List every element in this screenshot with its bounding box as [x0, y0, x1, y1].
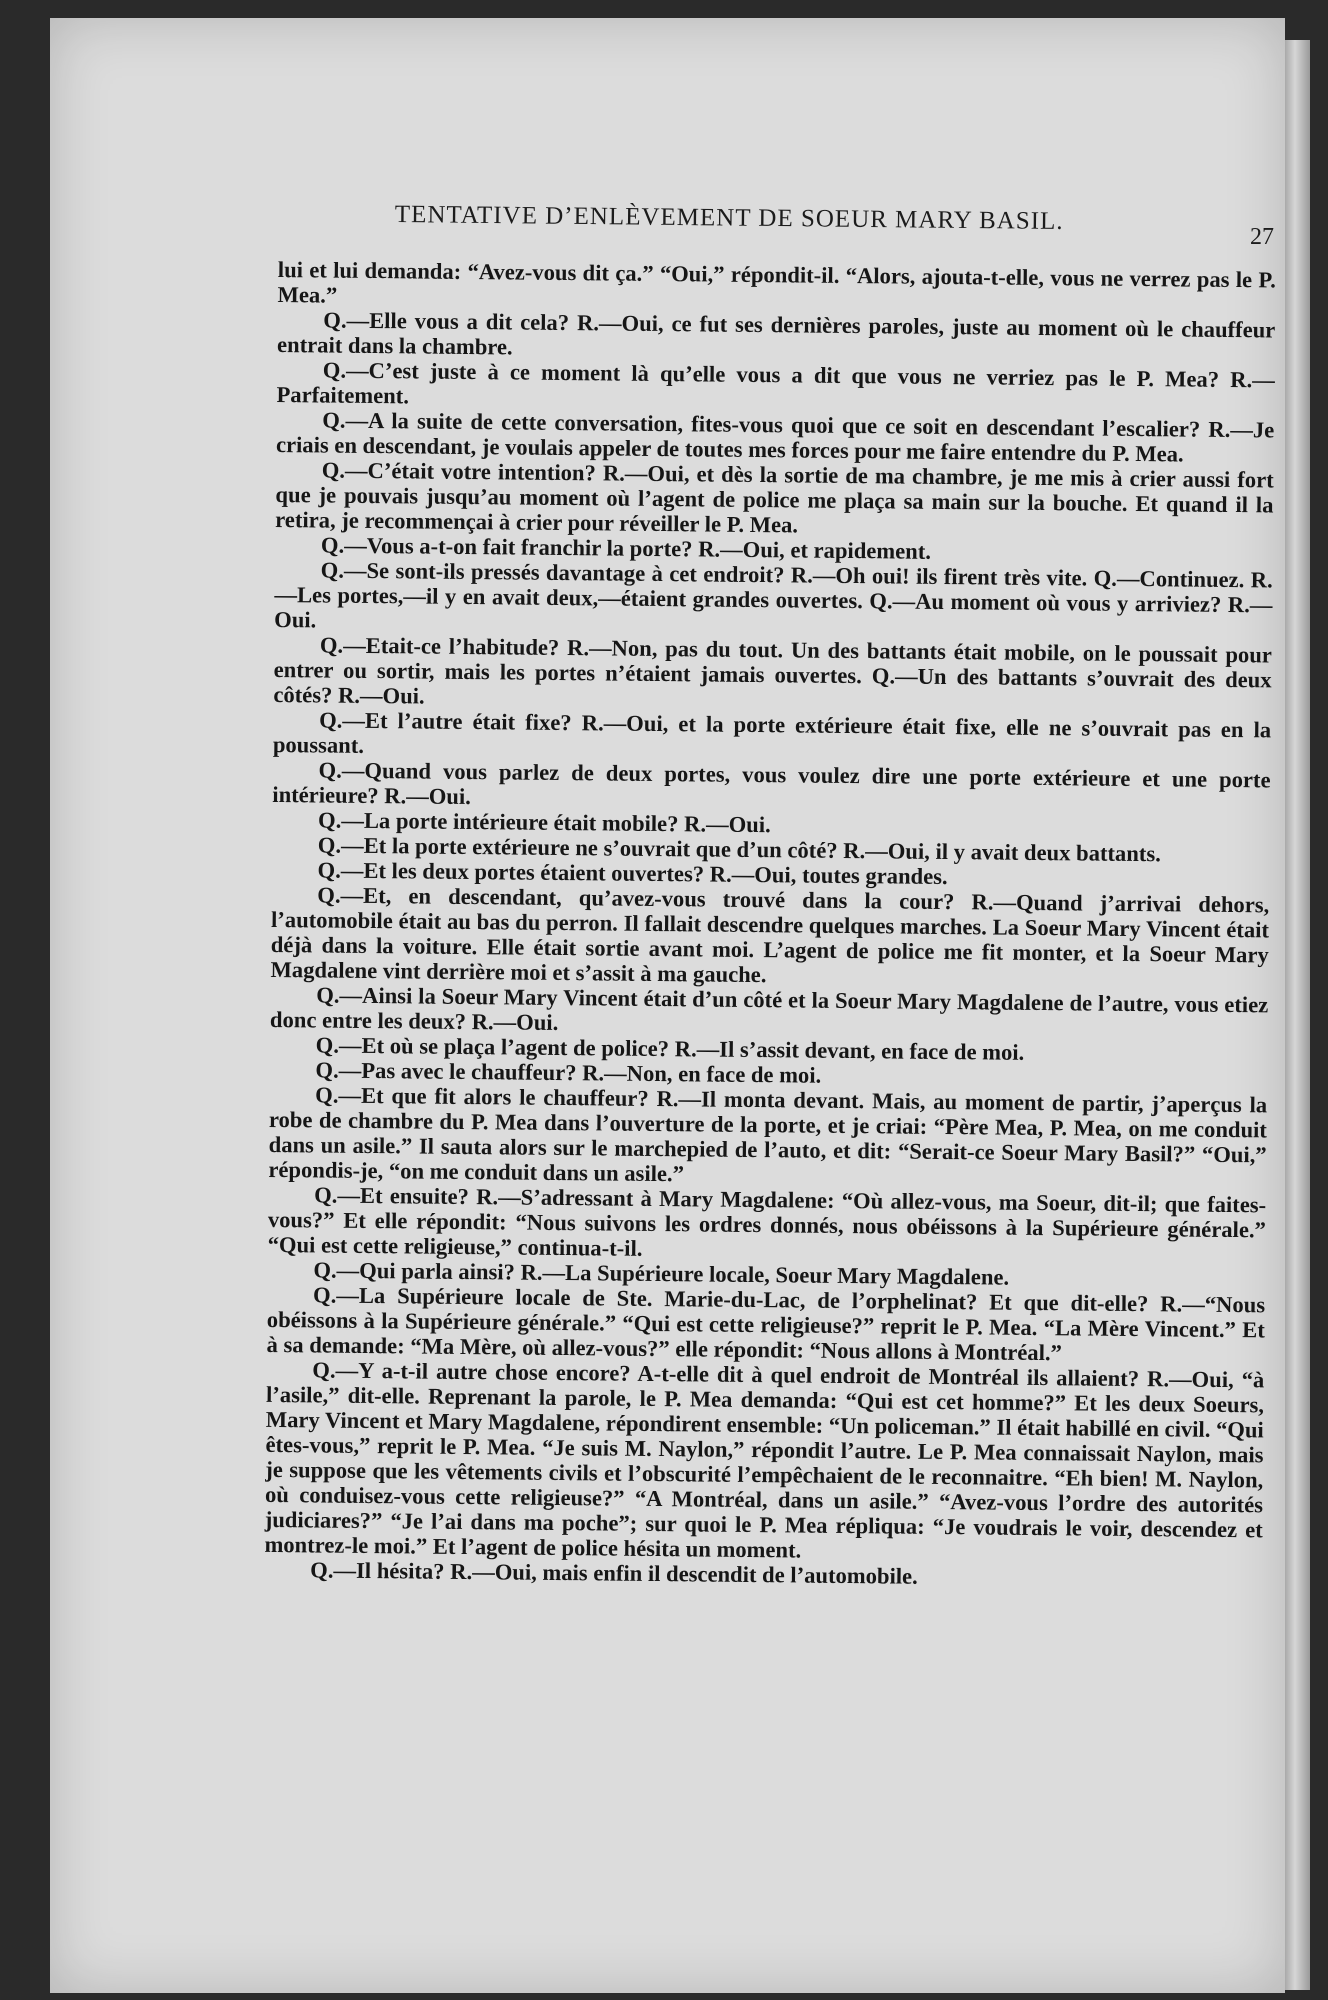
- book-page: [50, 18, 1285, 1993]
- body-text: [264, 257, 1276, 1592]
- page-number: 27: [1250, 224, 1274, 250]
- paragraph: Q.—Et les deux portes étaient ouvertes? R.—Oui, toutes grandes.: [317, 857, 948, 890]
- paragraph: Q.—La Supérieure locale de Ste. Marie-du-Lac, de l’orphelinat? Et que dit-elle? R.—“Nous obéissons à la Supérieure générale.” “Qui est cette religieuse?” reprit le P. Mea. “La Mère Vincent.” Et à sa demande: “Ma Mère, où allez-vous?” elle répondit: “Nous allons à Montréal.”: [266, 1282, 1266, 1366]
- paragraph: Q.—Et, en descendant, qu’avez-vous trouvé dans la cour? R.—Quand j’arrivai dehors, l’automobile était au bas du perron. Il fallait descendre quelques marches. La Soeur Mary Vincent était déjà dans la voiture. Elle était sortie avant moi. L’agent de police me fit monter, et la Soeur Mary Magdalene vint derrière moi et s’assit à ma gauche.: [270, 882, 1270, 988]
- page-edge: [1285, 40, 1310, 1990]
- paragraph: Q.—Et ensuite? R.—S’adressant à Mary Magdalene: “Où allez-vous, ma Soeur, dit-il; que faites-vous?” Et elle répondit: “Nous suivons les ordres donnés, nous obéissons à la Supérieure générale.” “Qui est cette religieuse,” continua-t-il.: [267, 1182, 1267, 1261]
- running-head: TENTATIVE D’ENLÈVEMENT DE SOEUR MARY BASIL.: [394, 201, 1064, 236]
- paragraph: Q.—Quand vous parlez de deux portes, vous voulez dire une porte extérieure et une porte intérieure? R.—Oui.: [272, 757, 1271, 810]
- paragraph: Q.—C’était votre intention? R.—Oui, et dès la sortie de ma chambre, je me mis à crier aussi fort que je pouvais jusqu’au moment où l’agent de police me plaça sa main sur la bouche. Et quand il la retira, je recommençai à crier pour réveiller le P. Mea.: [275, 457, 1274, 538]
- paragraph: Q.—Pas avec le chauffeur? R.—Non, en face de moi.: [315, 1057, 822, 1088]
- paragraph: Q.—Et que fit alors le chauffeur? R.—Il monta devant. Mais, au moment de partir, j’aperçus la robe de chambre du P. Mea dans l’ouverture de la porte, et je criai: “Père Mea, P. Mea, on me conduit dans un asile.” Il sauta alors sur le marchepied de l’auto, et dit: “Serait-ce Soeur Mary Basil?” “Oui,” répondis-je, “on me conduit dans un asile.”: [268, 1082, 1268, 1187]
- paragraph: Q.—La porte intérieure était mobile? R.—Oui.: [317, 807, 771, 838]
- paragraph: Q.—Elle vous a dit cela? R.—Oui, ce fut ses dernières paroles, juste au moment où le chauffeur entrait dans la chambre.: [276, 307, 1276, 360]
- paragraph: Q.—Et l’autre était fixe? R.—Oui, et la porte extérieure était fixe, elle ne s’ouvrait pas en la poussant.: [272, 707, 1272, 758]
- paragraph: Q.—Se sont-ils pressés davantage à cet endroit? R.—Oh oui! ils firent très vite. Q.—Continuez. R.—Les portes,—il y en avait deux,—étaient grandes ouvertes. Q.—Au moment où vous y arriviez? R.—Oui.: [274, 557, 1273, 633]
- paragraph: Q.—C’est juste à ce moment là qu’elle vous a dit que vous ne verriez pas le P. Mea? R.—Parfaitement.: [276, 357, 1275, 409]
- paragraph: Q.—Et la porte extérieure ne s’ouvrait que d’un côté? R.—Oui, il y avait deux battants.: [317, 832, 1161, 867]
- paragraph: Q.—Et où se plaça l’agent de police? R.—Il s’assit devant, en face de moi.: [315, 1032, 1025, 1065]
- paragraph: Q.—Vous a-t-on fait franchir la porte? R.—Oui, et rapidement.: [320, 532, 932, 564]
- paragraph: Q.—Etait-ce l’habitude? R.—Non, pas du tout. Un des battants était mobile, on le poussait pour entrer ou sortir, mais les portes n’étaient jamais ouvertes. Q.—Un des battants s’ouvrait des deux côtés? R.—Oui.: [273, 632, 1273, 709]
- paragraph: Q.—A la suite de cette conversation, fites-vous quoi que ce soit en descendant l’escalier? R.—Je criais en descendant, je voulais appeler de toutes mes forces pour me faire entendre du P. Mea.: [275, 407, 1275, 467]
- paragraph: Q.—Y a-t-il autre chose encore? A-t-elle dit à quel endroit de Montréal ils allaient? R.—Oui, “à l’asile,” dit-elle. Reprenant la parole, le P. Mea demanda: “Qui est cet homme?” Et les deux Soeurs, Mary Vincent et Mary Magdalene, répondirent ensemble: “Un policeman.” Il était habillé en civil. “Qui êtes-vous,” reprit le P. Mea. “Je suis M. Naylon,” répondit l’autre. Le P. Mea connaissait Naylon, mais je suppose que les vêtements civils et l’obscurité l’empêchaient de le reconnaitre. “Eh bien! M. Naylon, où conduisez-vous cette religieuse?” “A Montréal, dans un asile.” “Avez-vous l’ordre des autorités judiciares?” “Je l’ai dans ma poche”; sur quoi le P. Mea répliqua: “Je voudrais le voir, descendez et montrez-le moi.” Et l’agent de police hésita un moment.: [264, 1357, 1265, 1563]
- paragraph: Q.—Il hésita? R.—Oui, mais enfin il descendit de l’automobile.: [310, 1557, 918, 1589]
- paragraph: Q.—Ainsi la Soeur Mary Vincent était d’un côté et la Soeur Mary Magdalene de l’autre, vous etiez donc entre les deux? R.—Oui.: [269, 982, 1269, 1035]
- paragraph: Q.—Qui parla ainsi? R.—La Supérieure locale, Soeur Mary Magdalene.: [313, 1257, 1010, 1290]
- paragraph: lui et lui demanda: “Avez-vous dit ça.” “Oui,” répondit-il. “Alors, ajouta-t-elle, vous ne verrez pas le P. Mea.”: [277, 257, 1276, 308]
